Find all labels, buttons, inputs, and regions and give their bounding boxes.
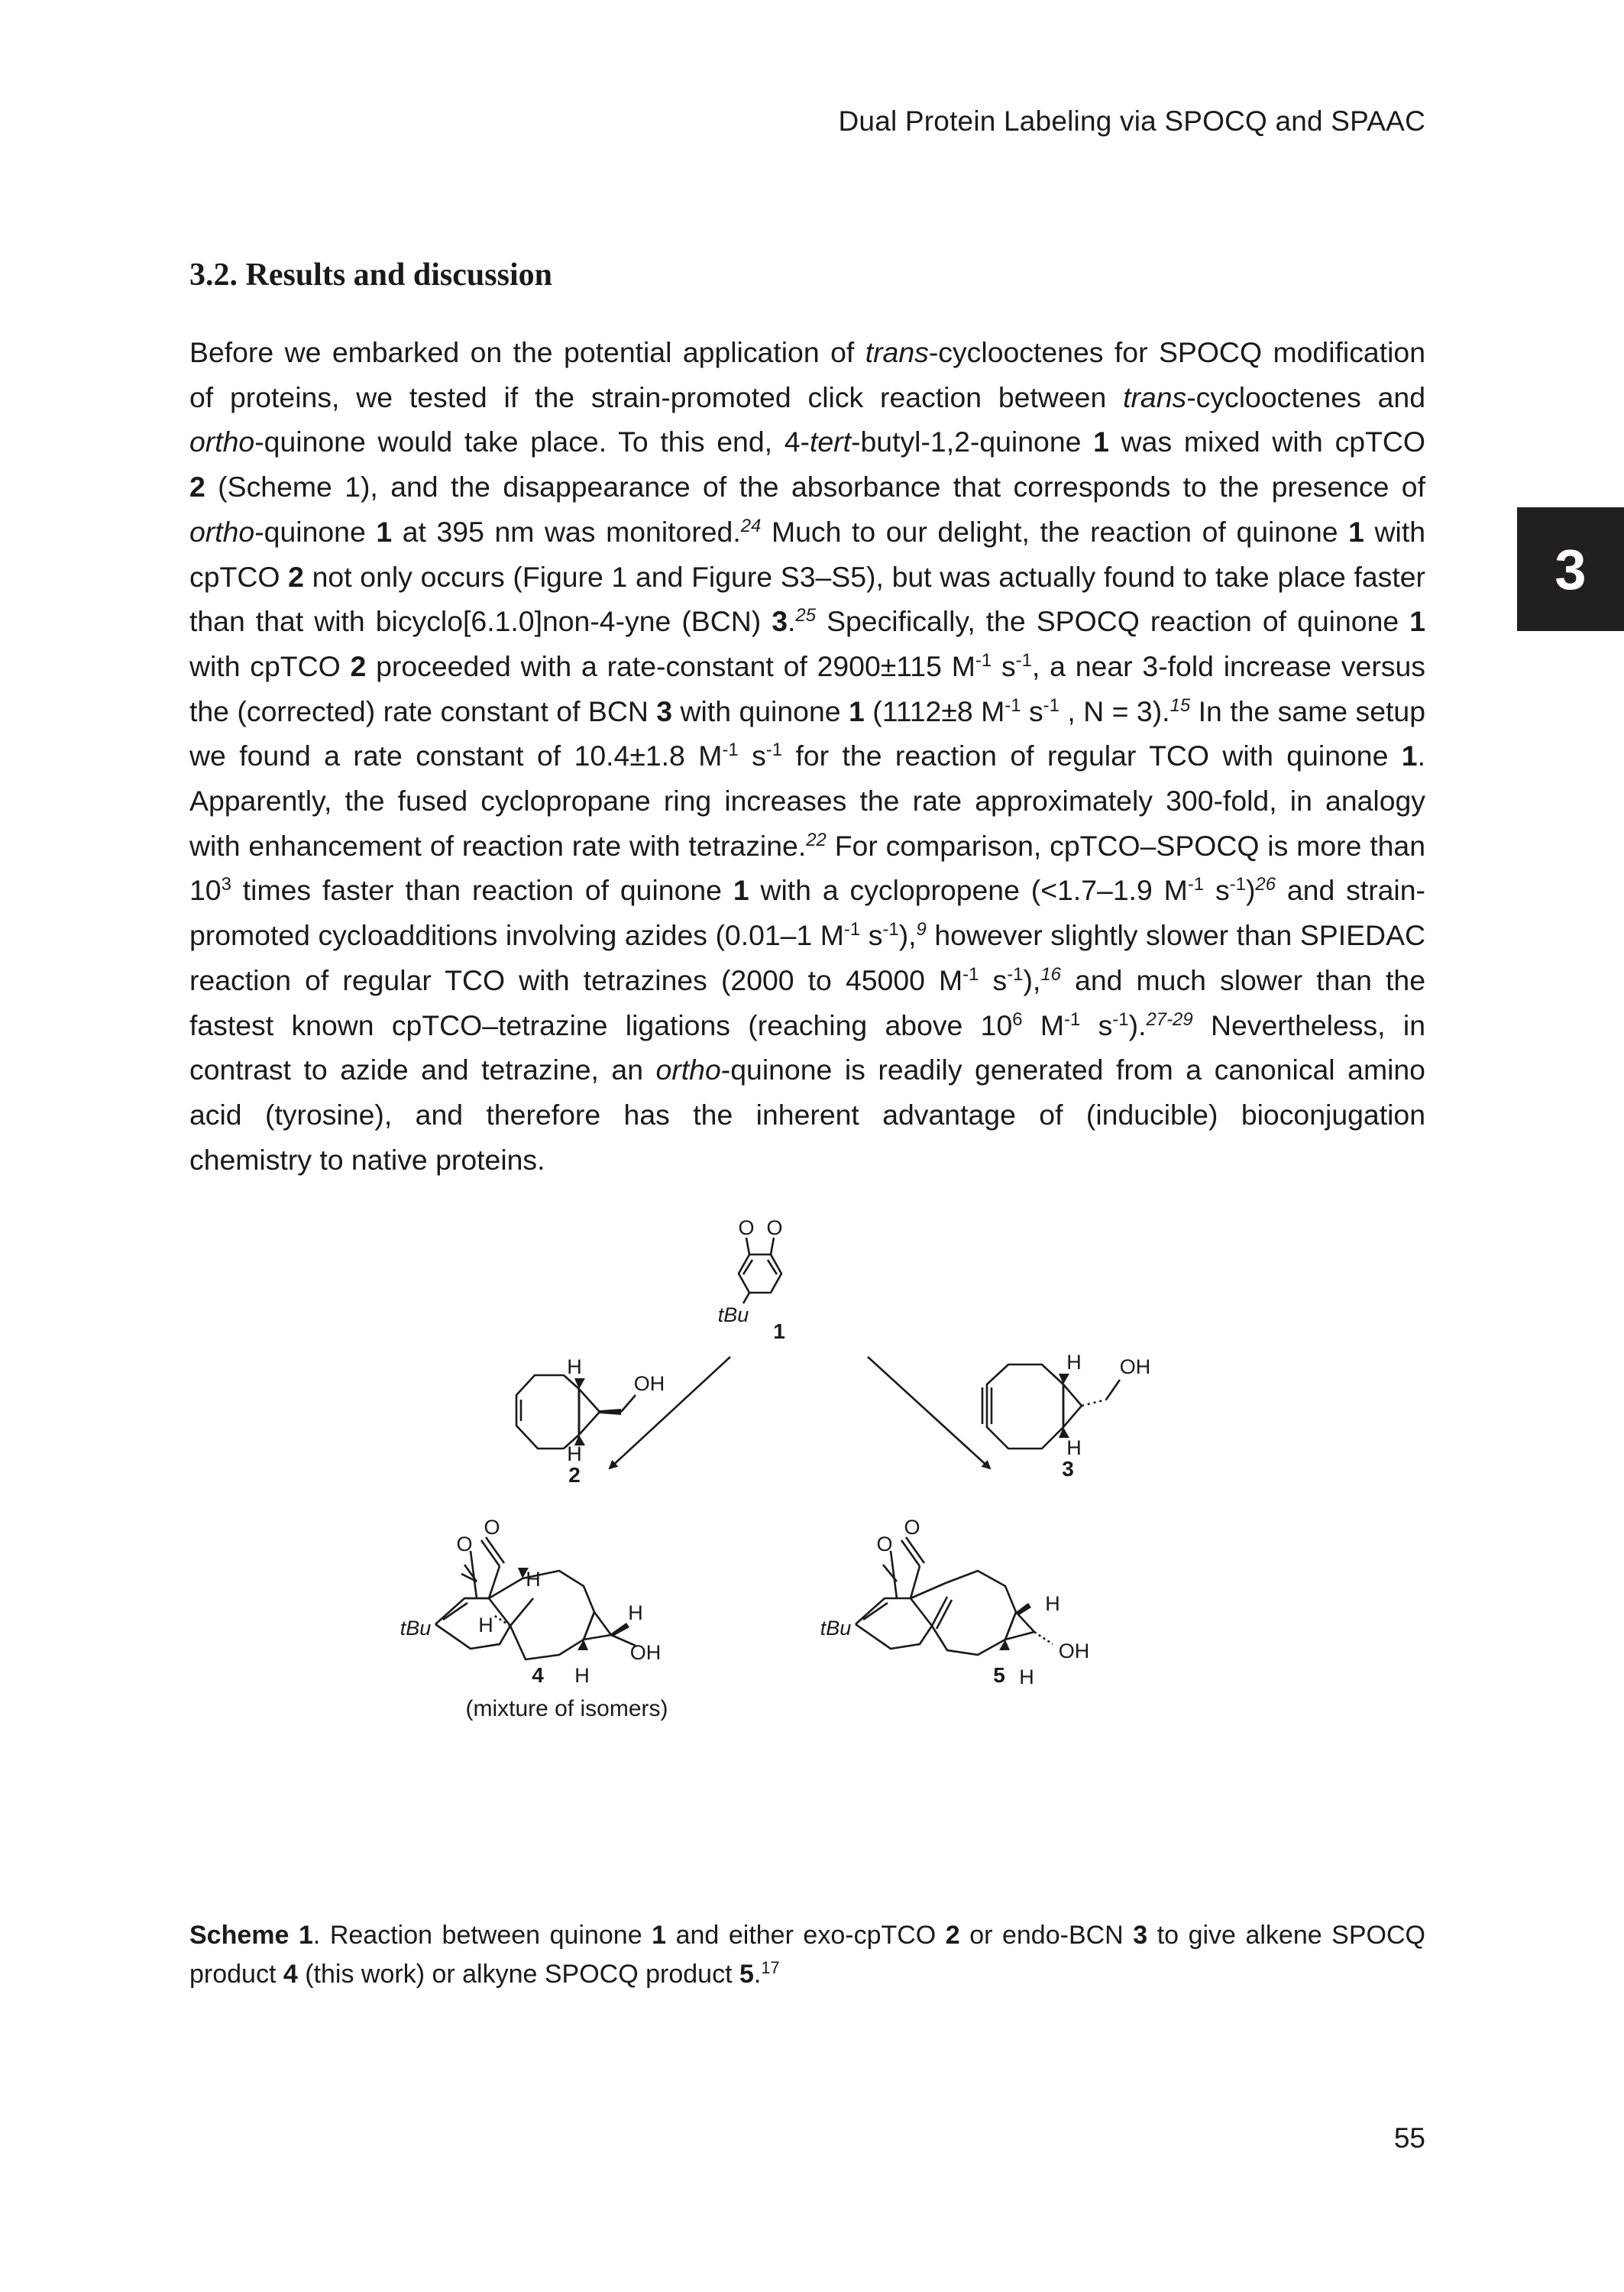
- text-line: of proteins, we tested if the strain-promoted click reaction between trans-cyclooctenes and: [189, 380, 1426, 413]
- caption-line: Scheme 1. Reaction between quinone 1 and either exo-cpTCO 2 or endo-BCN 3 to give alkene SPOCQ: [189, 1921, 1425, 1950]
- text-line: we found a rate constant of 10.4±1.8 $M^{-1}$ $s^{-1}$ for the reaction of regular TCO with quinone 1.: [189, 740, 1425, 772]
- results-paragraph: [189, 330, 1425, 1182]
- atom-label: H: [567, 1442, 582, 1465]
- reaction-scheme: [336, 1207, 1482, 1895]
- scheme-drawing: [336, 1207, 1482, 1895]
- running-header: Dual Protein Labeling via SPOCQ and SPAAC: [838, 105, 1425, 137]
- text-line: promoted cycloadditions involving azides (0.01–1 $M^{-1}$ $s^{-1}),^9$ however slightly slower than SPIEDAC: [189, 918, 1426, 952]
- text-line: chemistry to native proteins.: [189, 1143, 545, 1176]
- compound-4-structure: [435, 1537, 636, 1659]
- text-line: 2 (Scheme 1), and the disappearance of the absorbance that corresponds to the presence of: [189, 471, 1425, 503]
- text-line: acid (tyrosine), and therefore has the inherent advantage of (inducible) bioconjugation: [189, 1098, 1425, 1131]
- atom-label: H: [1066, 1436, 1082, 1459]
- reaction-arrow: [868, 1357, 990, 1468]
- atom-label: OH: [629, 1641, 662, 1664]
- page-number: 55: [1393, 2122, 1425, 2154]
- compound-label: 3: [1062, 1457, 1074, 1481]
- chapter-tab: 3: [1517, 507, 1624, 631]
- text-line: with enhancement of reaction rate with tetrazine.$^{22}$ For comparison, cpTCO–SPOCQ is more than: [189, 829, 1425, 862]
- section-heading: 3.2. Results and discussion: [189, 257, 552, 293]
- text-line: reaction of regular TCO with tetrazines (2000 to 45000 $M^{-1}$ $s^{-1}),^{16}$ and much slower than the: [189, 963, 1425, 996]
- atom-label: O: [876, 1533, 893, 1556]
- compound-3-structure: [982, 1365, 1120, 1449]
- text-line: Apparently, the fused cyclopropane ring increases the rate approximately 300-fold, in analogy: [189, 785, 1425, 817]
- atom-label: O: [456, 1533, 473, 1556]
- atom-label: H: [478, 1614, 493, 1636]
- compound-2-structure: [516, 1375, 636, 1449]
- atom-label: O: [484, 1516, 500, 1539]
- atom-label: OH: [1058, 1640, 1090, 1662]
- scheme-caption: [189, 1916, 1425, 1994]
- isomer-note: (mixture of isomers): [465, 1696, 668, 1721]
- atom-label: tBu: [400, 1617, 432, 1640]
- atom-label: OH: [1119, 1355, 1151, 1378]
- compound-label: 4: [532, 1663, 544, 1687]
- text-line: than that with bicyclo[6.1.0]non-4-yne (BCN) 3.25 Specifically, the SPOCQ reaction of quinone 1: [189, 605, 1425, 638]
- text-line: contrast to azide and tetrazine, an ortho-quinone is readily generated from a canonical amino: [189, 1054, 1425, 1086]
- atom-label: H: [567, 1355, 582, 1378]
- atom-label: H: [574, 1664, 590, 1687]
- compound-label: 2: [568, 1463, 581, 1487]
- atom-label: H: [1066, 1351, 1082, 1374]
- text-line: cpTCO 2 not only occurs (Figure 1 and Figure S3–S5), but was actually found to take place faster: [189, 560, 1426, 593]
- text-line: $10^3$ times faster than reaction of quinone 1 with a cyclopropene (<1.7–1.9 $M^{-1}$ $s^{-1})^{26}$ and strain-: [189, 874, 1425, 907]
- compound-label: 1: [773, 1319, 785, 1343]
- atom-label: OH: [633, 1372, 665, 1395]
- text-line: Before we embarked on the potential application of trans-cyclooctenes for SPOCQ modification: [189, 336, 1425, 368]
- compound-1-structure: [739, 1238, 781, 1303]
- atom-label: O: [904, 1516, 920, 1539]
- compound-label: 5: [993, 1663, 1005, 1687]
- atom-label: H: [1019, 1666, 1034, 1688]
- text-line: with cpTCO 2 proceeded with a rate-constant of 2900±115 $M^{-1}$ $s^{-1}$, a near 3-fold increase versus: [189, 649, 1425, 682]
- atom-label: H: [526, 1568, 541, 1591]
- atom-label: H: [628, 1601, 643, 1624]
- atom-label: O: [738, 1216, 755, 1239]
- reaction-arrow: [610, 1357, 730, 1468]
- atom-label: tBu: [820, 1617, 852, 1640]
- caption-line: product 4 (this work) or alkyne SPOCQ product 5.17: [189, 1958, 780, 1989]
- atom-label: H: [1045, 1592, 1060, 1615]
- text-line: ortho-quinone would take place. To this end, 4-tert-butyl-1,2-quinone 1 was mixed with cpTCO: [189, 426, 1425, 458]
- atom-label: tBu: [717, 1303, 749, 1326]
- atom-label: O: [766, 1216, 783, 1239]
- text-line: fastest known cpTCO–tetrazine ligations (reaching above $10^6$ $M^{-1}$ $s^{-1}).^{27-29}$ Nevertheless, in: [189, 1008, 1425, 1041]
- text-line: the (corrected) rate constant of BCN 3 with quinone 1 (1112±8 $M^{-1}$ $s^{-1}$ , N = 3).$^{15}$ In the same setup: [189, 694, 1425, 727]
- text-line: ortho-quinone 1 at 395 nm was monitored.$^{24}$ Much to our delight, the reaction of quinone 1 with: [189, 515, 1425, 548]
